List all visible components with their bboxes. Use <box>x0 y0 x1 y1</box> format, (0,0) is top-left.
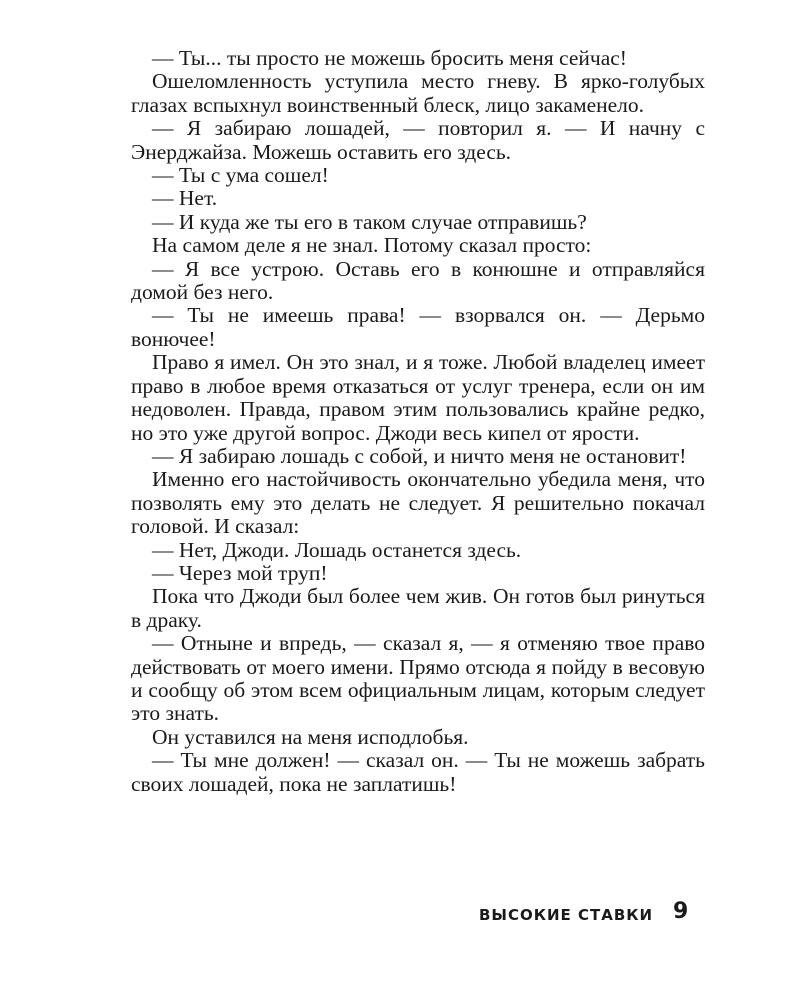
body-text <box>131 47 705 796</box>
paragraph: — Ты мне должен! — сказал он. — Ты не можешь забрать своих лошадей, пока не заплатишь! <box>131 748 705 796</box>
paragraph: — Я забираю лошадей, — повторил я. — И начну с Энерджайза. Можешь оставить его здесь. <box>131 116 705 164</box>
paragraph: Пока что Джоди был более чем жив. Он готов был ринуться в драку. <box>131 584 705 632</box>
paragraph: — Через мой труп! <box>152 560 328 585</box>
paragraph: — Ты с ума сошел! <box>152 163 329 188</box>
paragraph: Именно его настойчивость окончательно убедила меня, что позволять ему это делать не следует. Я решительно покачал головой. И сказал: <box>131 467 705 539</box>
paragraph: — Я забираю лошадь с собой, и ничто меня не остановит! <box>152 443 687 468</box>
paragraph: — Отныне и впредь, — сказал я, — я отменяю твое право действовать от моего имени. Прямо отсюда я пойду в весовую и сообщу об этом всем официальным лицам, которым следует это знать. <box>131 631 705 726</box>
paragraph: Право я имел. Он это знал, и я тоже. Любой владелец имеет право в любое время отказаться от услуг тренера, если он им недоволен. Правда, правом этим пользовались крайне редко, но это уже другой вопрос. Джоди весь кипел от ярости. <box>131 350 705 445</box>
paragraph: — Я все устрою. Оставь его в конюшне и отправляйся домой без него. <box>131 256 705 305</box>
paragraph: Ошеломленность уступила место гневу. В ярко-голубых глазах вспыхнул воинственный блеск, лицо закаменело. <box>131 69 705 117</box>
page-number: 9 <box>673 899 689 924</box>
paragraph: — Ты не имеешь права! — взорвался он. — Дерьмо вонючее! <box>131 303 705 351</box>
paragraph: Он уставился на меня исподлобья. <box>152 724 469 749</box>
paragraph: — Нет. <box>152 186 218 211</box>
paragraph: — И куда же ты его в таком случае отправишь? <box>152 209 587 234</box>
running-title: ВЫСОКИЕ СТАВКИ <box>479 906 654 924</box>
paragraph: — Ты... ты просто не можешь бросить меня сейчас! <box>152 46 627 70</box>
page-footer <box>450 898 710 928</box>
paragraph: На самом деле я не знал. Потому сказал просто: <box>152 233 592 258</box>
paragraph: — Нет, Джоди. Лошадь останется здесь. <box>152 537 522 562</box>
